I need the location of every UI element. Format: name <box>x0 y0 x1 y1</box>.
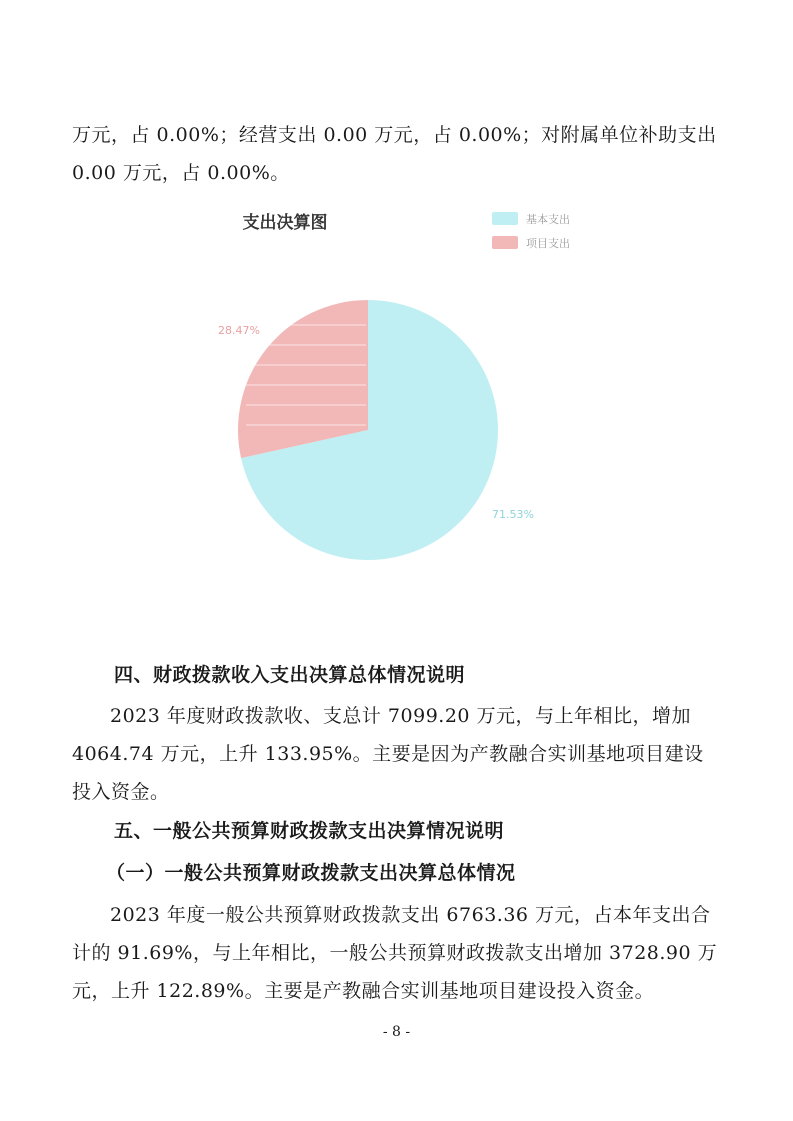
section-heading-4: 四、财政拨款收入支出决算总体情况说明 <box>114 664 466 686</box>
expense-pie-chart <box>160 200 640 600</box>
section-heading-5: 五、一般公共预算财政拨款支出决算情况说明 <box>114 820 505 842</box>
paragraph-general-budget: 2023 年度一般公共预算财政拨款支出 6763.36 万元，占本年支出合计的 91.69%，与上年相比，一般公共预算财政拨款支出增加 3728.90 万元，上升 122.89%。主要是产教融合实训基地项目建设投入资金。 <box>72 904 718 1002</box>
chart-legend <box>492 212 570 250</box>
page-number: - 8 - <box>382 1024 411 1040</box>
legend-label-basic: 基本支出 <box>526 213 570 226</box>
legend-label-project: 项目支出 <box>526 237 570 250</box>
subsection-heading-5-1: （一）一般公共预算财政拨款支出决算总体情况 <box>106 862 516 884</box>
chart-title: 支出决算图 <box>242 213 328 233</box>
legend-swatch-project <box>492 236 518 249</box>
pie-label-basic: 71.53% <box>492 508 534 521</box>
paragraph-fiscal-total: 2023 年度财政拨款收、支总计 7099.20 万元，与上年相比，增加 4064.74 万元，上升 133.95%。主要是因为产教融合实训基地项目建设投入资金。 <box>72 705 704 803</box>
pie-chart-svg <box>160 200 640 600</box>
paragraph-expense-breakdown: 万元，占 0.00%；经营支出 0.00 万元，占 0.00%；对附属单位补助支出 0.00 万元，占 0.00%。 <box>72 124 717 184</box>
legend-swatch-basic <box>492 212 518 225</box>
pie-label-project: 28.47% <box>218 324 260 337</box>
